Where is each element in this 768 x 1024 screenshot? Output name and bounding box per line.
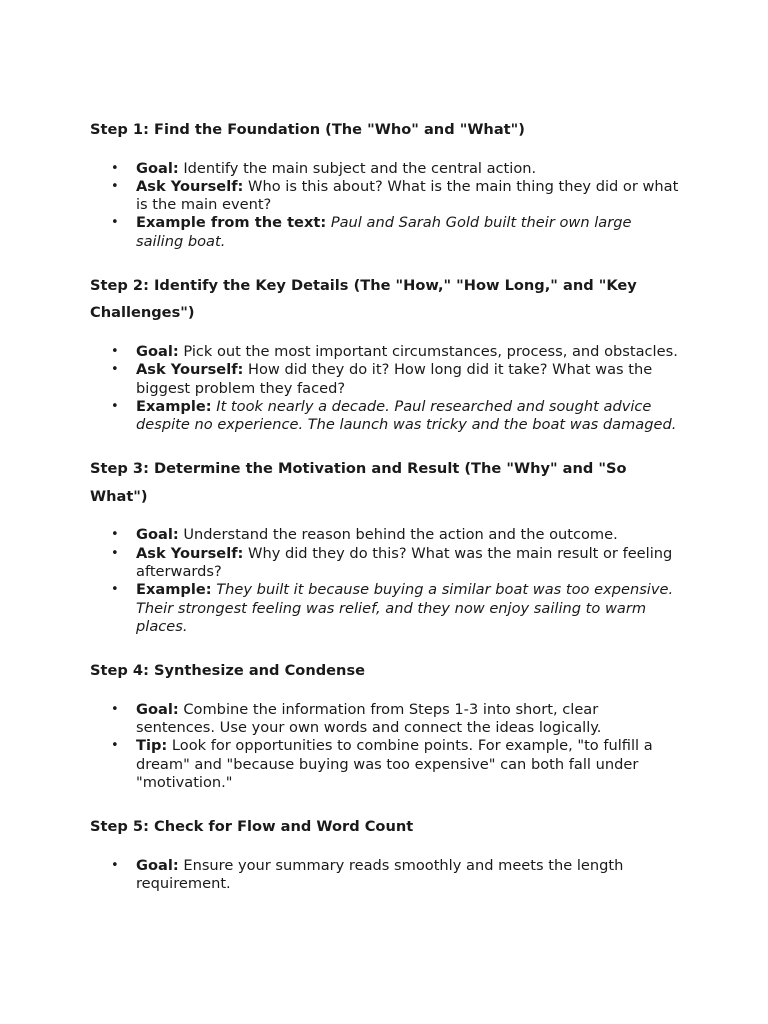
- step-section: [90, 116, 680, 251]
- bullet-list: [90, 701, 680, 792]
- list-item: [111, 214, 680, 251]
- list-item: [111, 342, 680, 361]
- item-text: Paul and Sarah Gold built their own large sailing boat.: [136, 214, 632, 250]
- item-label: Example:: [136, 581, 212, 599]
- item-text: Pick out the most important circumstances, process, and obstacles.: [183, 342, 678, 360]
- item-label: Ask Yourself:: [136, 177, 244, 195]
- item-text: They built it because buying a similar boat was too expensive. Their strongest feeling was relief, and they now enjoy sailing to warm places.: [136, 581, 674, 635]
- item-text: Identify the main subject and the central action.: [183, 159, 537, 177]
- bullet-icon: •: [111, 178, 119, 194]
- step-section: [90, 813, 680, 893]
- list-item: [111, 700, 680, 738]
- list-item: [111, 397, 680, 435]
- bullet-list: [90, 526, 680, 636]
- item-text: Understand the reason behind the action and the outcome.: [183, 526, 618, 544]
- list-item: [111, 856, 680, 894]
- list-item: [111, 737, 680, 792]
- bullet-icon: •: [111, 160, 119, 176]
- item-label: Goal:: [136, 700, 179, 718]
- item-label: Goal:: [136, 526, 179, 544]
- item-text: Who is this about? What is the main thing they did or what is the main event?: [136, 177, 679, 214]
- step-heading: Step 4: Synthesize and Condense: [90, 662, 366, 680]
- item-label: Example from the text:: [136, 214, 327, 232]
- step-heading: Step 2: Identify the Key Details (The "How," "How Long," and "Key Challenges"): [90, 276, 637, 322]
- bullet-list: [90, 343, 680, 434]
- list-item: [111, 177, 680, 215]
- step-section: [90, 455, 680, 636]
- list-item: [111, 159, 680, 178]
- item-label: Ask Yourself:: [136, 361, 244, 379]
- bullet-icon: •: [111, 215, 119, 231]
- bullet-icon: •: [111, 701, 119, 717]
- item-text: Ensure your summary reads smoothly and meets the length requirement.: [136, 856, 624, 893]
- item-label: Goal:: [136, 159, 179, 177]
- bullet-icon: •: [111, 362, 119, 378]
- item-label: Goal:: [136, 342, 179, 360]
- item-text: It took nearly a decade. Paul researched and sought advice despite no experience. The launch was tricky and the boat was damaged.: [136, 397, 677, 434]
- document-page: [90, 116, 680, 914]
- item-label: Ask Yourself:: [136, 544, 244, 562]
- item-text: Look for opportunities to combine points. For example, "to fulfill a dream" and "because buying was too expensive" can both fall under "motivation.": [136, 737, 653, 791]
- item-label: Tip:: [136, 737, 168, 755]
- list-item: [111, 544, 680, 582]
- bullet-list: [90, 160, 680, 251]
- step-heading: Step 3: Determine the Motivation and Result (The "Why" and "So What"): [90, 460, 627, 505]
- bullet-icon: •: [111, 738, 119, 754]
- item-text: How did they do it? How long did it take? What was the biggest problem they faced?: [136, 361, 653, 397]
- step-section: [90, 272, 680, 434]
- bullet-icon: •: [111, 582, 119, 598]
- bullet-icon: •: [111, 343, 119, 359]
- item-text: Combine the information from Steps 1-3 into short, clear sentences. Use your own words and connect the ideas logically.: [136, 700, 602, 737]
- bullet-list: [90, 857, 680, 894]
- item-label: Goal:: [136, 856, 179, 874]
- step-heading: Step 5: Check for Flow and Word Count: [90, 818, 414, 836]
- item-label: Example:: [136, 397, 212, 415]
- list-item: [111, 526, 680, 544]
- step-heading: Step 1: Find the Foundation (The "Who" and "What"): [90, 121, 525, 138]
- list-item: [111, 581, 680, 636]
- item-text: Why did they do this? What was the main result or feeling afterwards?: [136, 544, 673, 581]
- bullet-icon: •: [111, 527, 119, 543]
- bullet-icon: •: [111, 545, 119, 561]
- bullet-icon: •: [111, 857, 119, 873]
- step-section: [90, 657, 680, 792]
- bullet-icon: •: [111, 398, 119, 414]
- step-list: [90, 116, 680, 893]
- list-item: [111, 361, 680, 398]
